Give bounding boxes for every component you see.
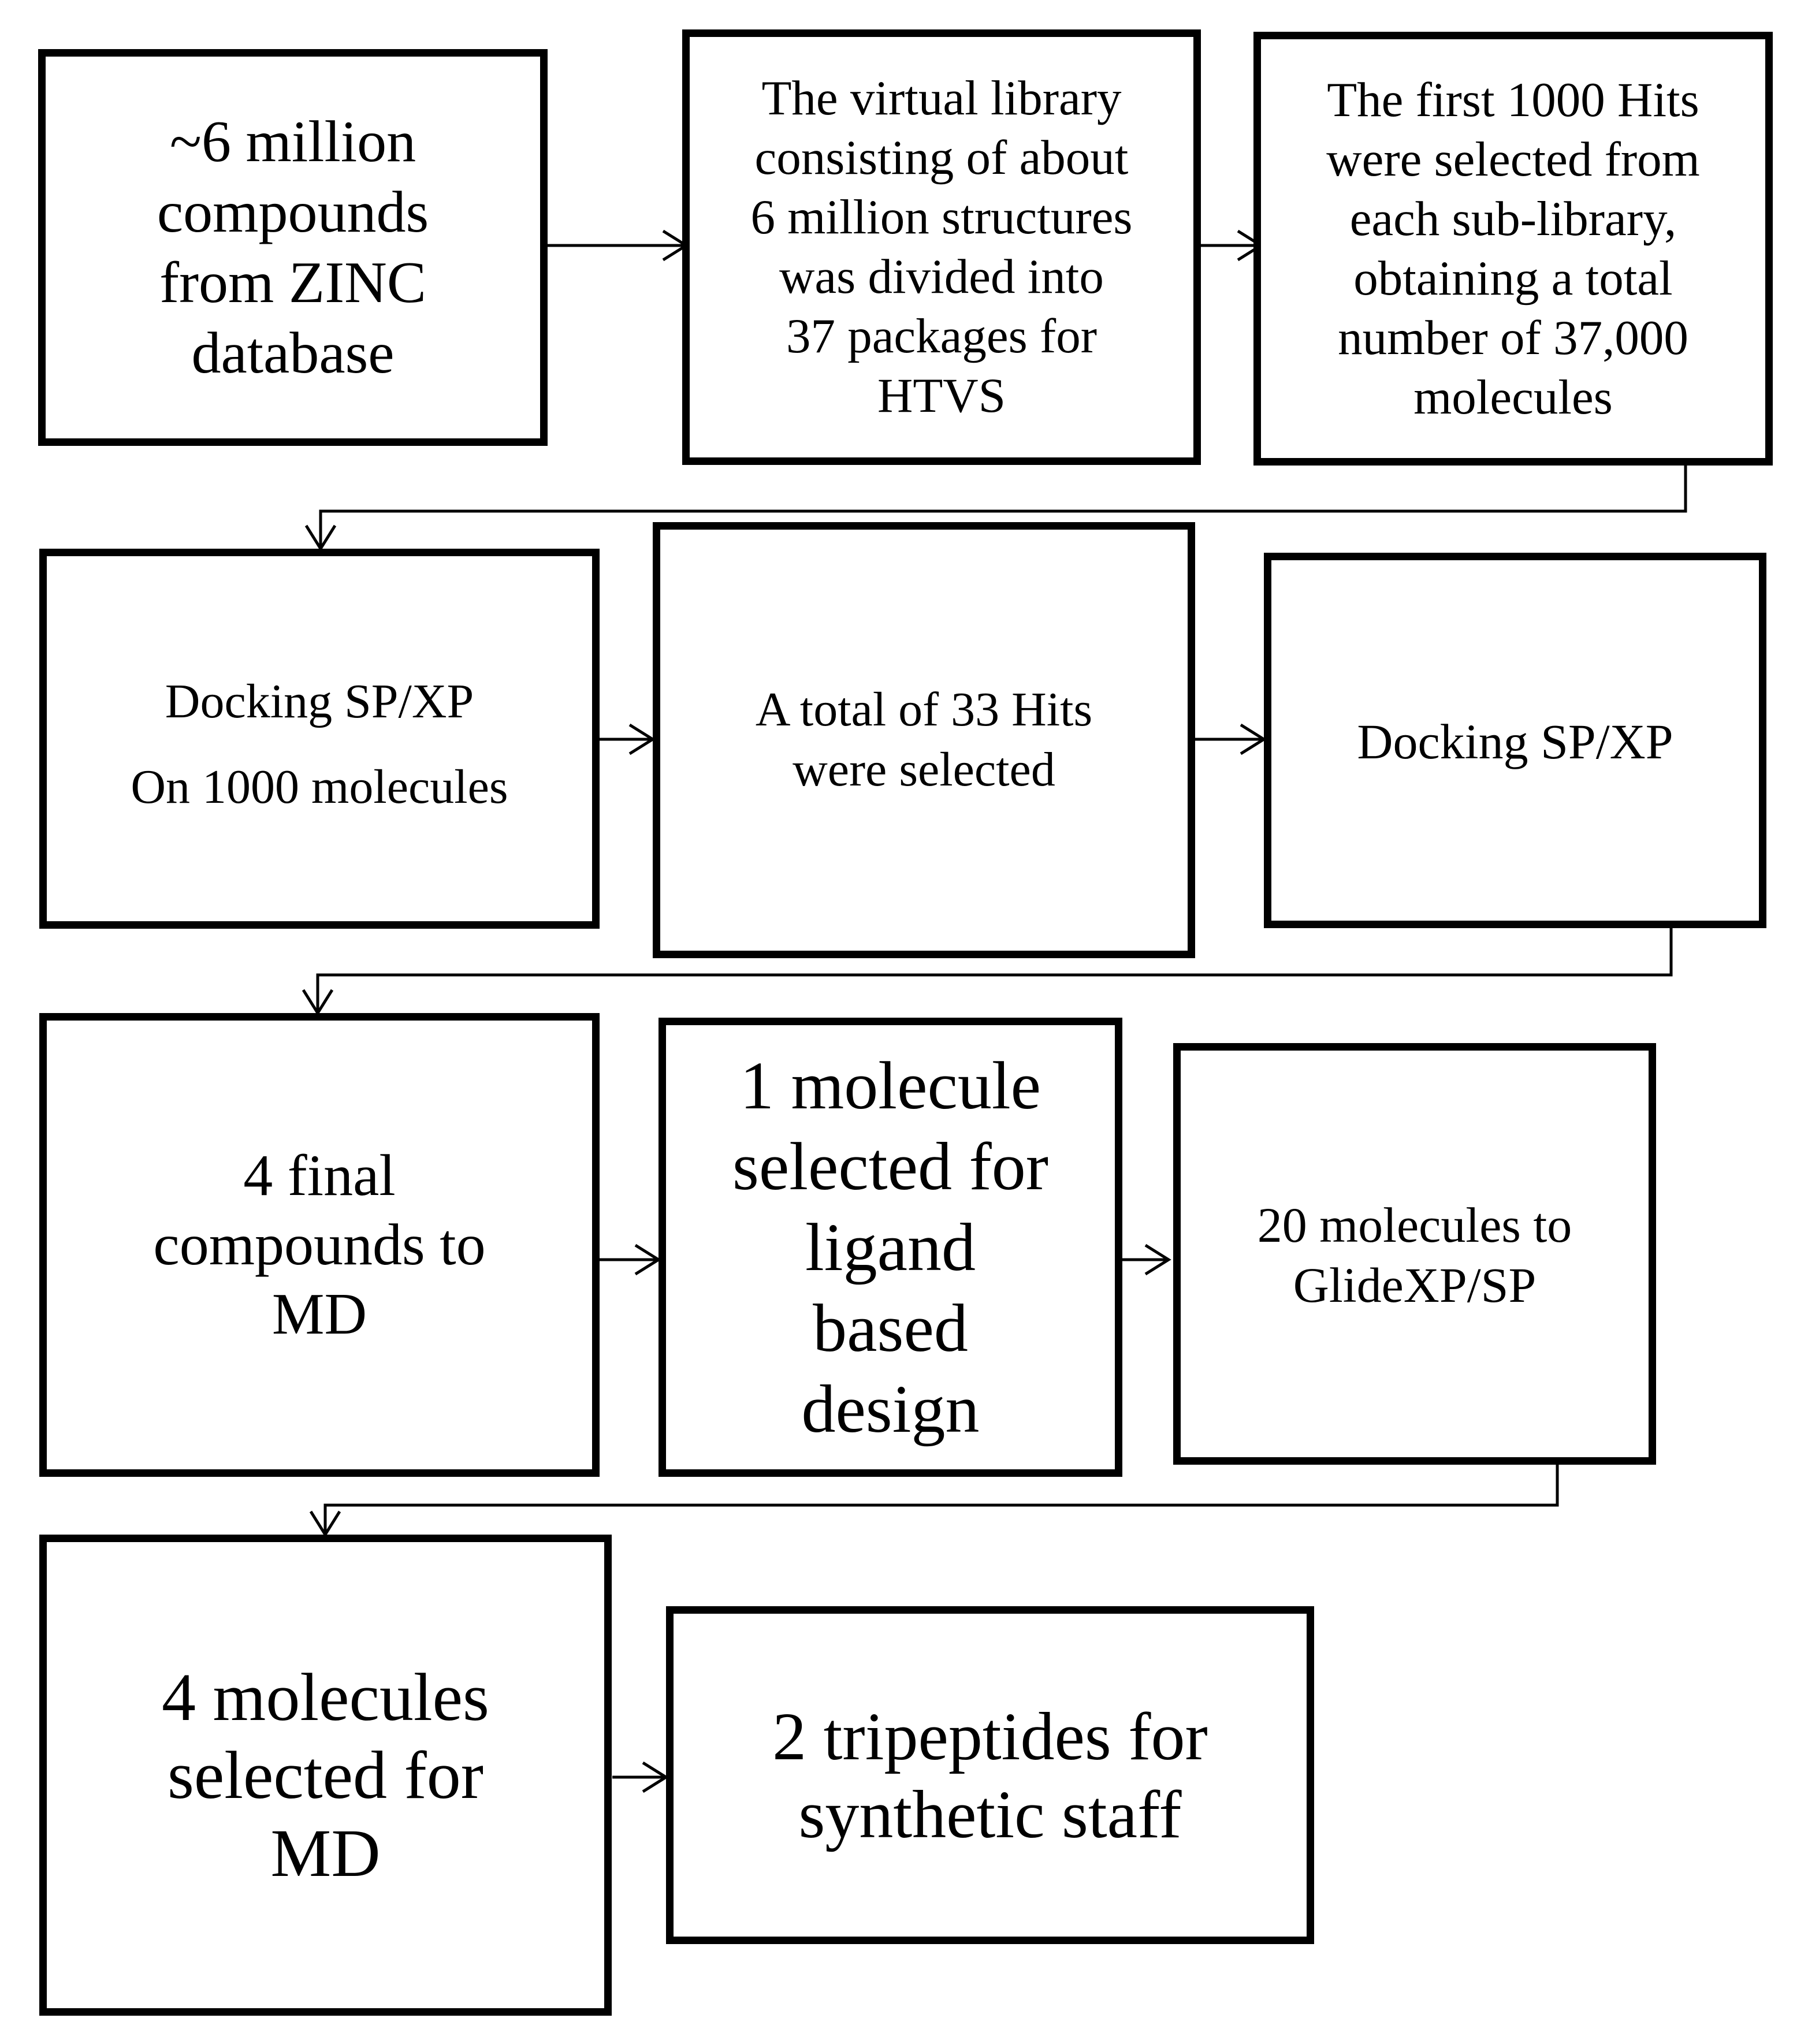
step-2-tripeptides-text: 2 tripeptides for synthetic staff	[772, 1698, 1208, 1852]
step-docking-sp-xp-text: Docking SP/XP	[1357, 714, 1673, 769]
arrow-s8-s9	[1122, 1245, 1169, 1274]
step-virtual-library-text: The virtual library consisting of about 6 million structures was divided into 37 packages for HTVS	[750, 71, 1133, 423]
step-zinc-compounds-text: ~6 million compounds from ZINC database	[157, 109, 429, 386]
step-20-molecules-glide-text: 20 molecules to GlideXP/SP	[1257, 1197, 1572, 1313]
arrow-s7-s8	[599, 1245, 659, 1274]
arrow-s4-s5	[599, 725, 653, 754]
step-4-molecules-md	[39, 1535, 612, 2016]
step-2-tripeptides	[666, 1606, 1314, 1944]
step-33-hits	[653, 522, 1195, 958]
step-docking-sp-xp	[1264, 553, 1766, 928]
step-virtual-library	[682, 29, 1201, 465]
step-zinc-compounds	[38, 49, 548, 446]
step-4-final-compounds	[39, 1013, 600, 1477]
step-docking-1000	[39, 549, 600, 929]
step-first-1000-hits-text: The first 1000 Hits were selected from each sub-library, obtaining a total number of 37,000 molecules	[1326, 72, 1700, 425]
step-ligand-based-design-text: 1 molecule selected for ligand based design	[732, 1047, 1049, 1447]
arrow-s1-s2	[548, 231, 686, 260]
step-ligand-based-design	[659, 1018, 1122, 1477]
arrow-s5-s6	[1195, 725, 1264, 754]
arrow-s2-s3	[1200, 231, 1261, 260]
step-33-hits-text: A total of 33 Hits were selected	[755, 683, 1093, 796]
step-20-molecules-glide	[1173, 1043, 1656, 1465]
step-first-1000-hits	[1253, 32, 1773, 466]
step-docking-1000-text: Docking SP/XP On 1000 molecules	[131, 675, 508, 814]
step-4-molecules-md-text: 4 molecules selected for MD	[162, 1659, 489, 1891]
arrow-s10-s11	[612, 1763, 666, 1792]
step-4-final-compounds-text: 4 final compounds to MD	[153, 1142, 486, 1347]
